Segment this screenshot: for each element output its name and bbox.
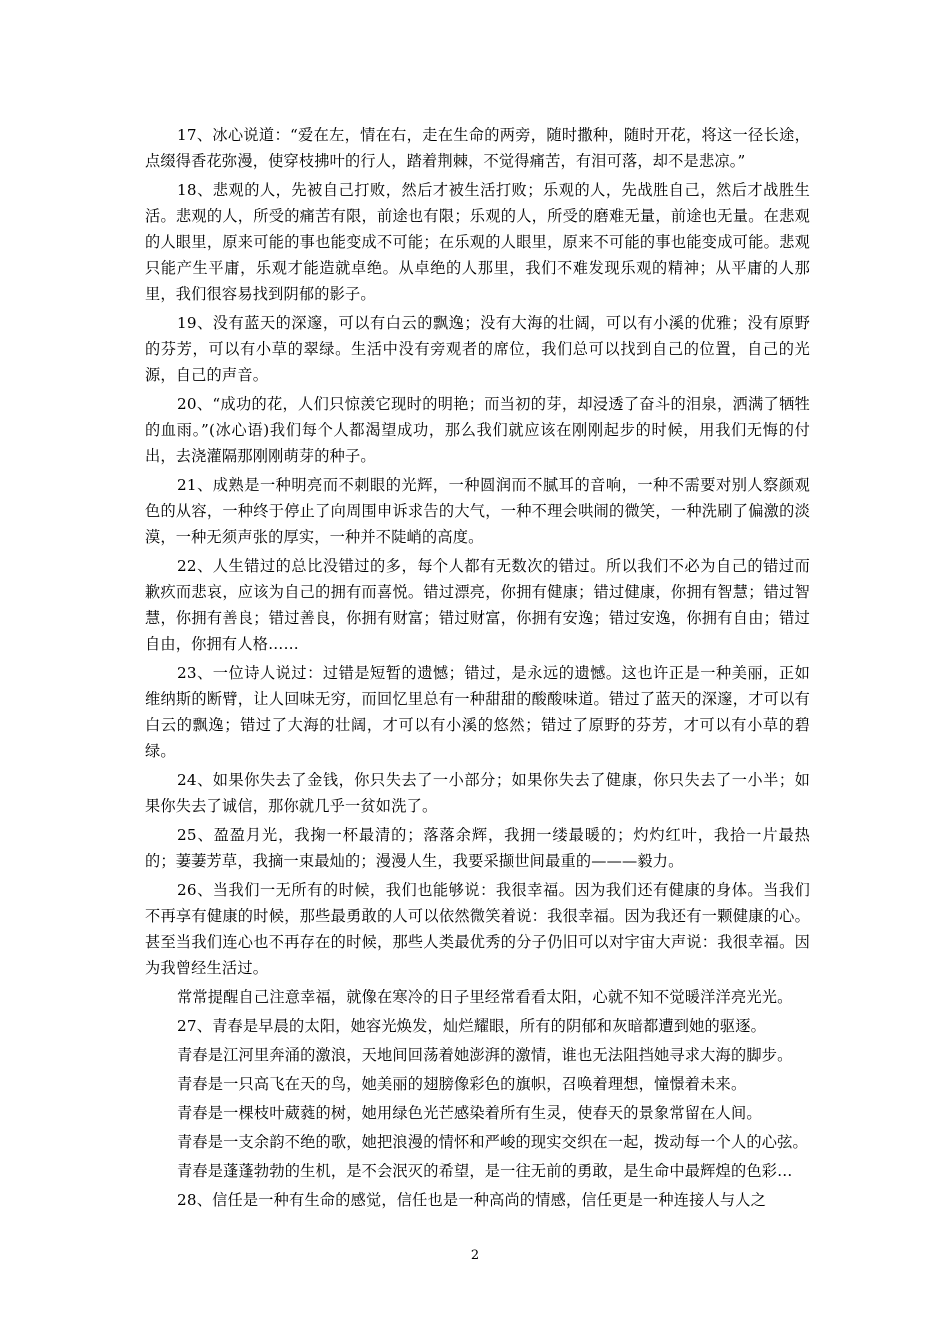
paragraph-youth-river: 青春是江河里奔涌的激浪，天地间回荡着她澎湃的激情，谁也无法阻挡她寻求大海的脚步。 [177, 1046, 793, 1064]
paragraph-24: 24、如果你失去了金钱，你只失去了一小部分；如果你失去了健康，你只失去了一小半；如果你失去了诚信，那你就几乎一贫如洗了。 [145, 771, 810, 815]
paragraph-27: 27、青春是早晨的太阳，她容光焕发，灿烂耀眼，所有的阴郁和灰暗都遭到她的驱逐。 [177, 1017, 767, 1035]
paragraph-17: 17、冰心说道：“爱在左，情在右，走在生命的两旁，随时撒种，随时开花，将这一径长途，点缀得香花弥漫，使穿枝拂叶的行人，踏着荆棘，不觉得痛苦，有泪可落，却不是悲凉。” [145, 126, 810, 170]
paragraph-23: 23、一位诗人说过：过错是短暂的遗憾；错过，是永远的遗憾。这也许正是一种美丽，正如维纳斯的断臂，让人回味无穷，而回忆里总有一种甜甜的酸酸味道。错过了蓝天的深邃，才可以有白云的飘逸；错过了大海的壮阔，才可以有小溪的悠然；错过了原野的芬芳，才可以有小草的碧绿。 [145, 664, 810, 760]
paragraph-youth-vitality: 青春是蓬蓬勃勃的生机，是不会泯灭的希望，是一往无前的勇敢，是生命中最辉煌的色彩… [177, 1162, 793, 1180]
paragraph-happiness: 常常提醒自己注意幸福，就像在寒冷的日子里经常看看太阳，心就不知不觉暖洋洋亮光光。 [177, 988, 793, 1006]
paragraph-19: 19、没有蓝天的深邃，可以有白云的飘逸；没有大海的壮阔，可以有小溪的优雅；没有原野的芬芳，可以有小草的翠绿。生活中没有旁观者的席位，我们总可以找到自己的位置，自己的光源，自己的声音。 [145, 314, 810, 384]
paragraph-28: 28、信任是一种有生命的感觉，信任也是一种高尚的情感，信任更是一种连接人与人之 [177, 1191, 767, 1209]
document-body [145, 122, 810, 1216]
paragraph-18: 18、悲观的人，先被自己打败，然后才被生活打败；乐观的人，先战胜自己，然后才战胜生活。悲观的人，所受的痛苦有限，前途也有限；乐观的人，所受的磨难无量，前途也无量。在悲观的人眼里，原来可能的事也能变成不可能；在乐观的人眼里，原来不可能的事也能变成可能。悲观只能产生平庸，乐观才能造就卓绝。从卓绝的人那里，我们不难发现乐观的精神；从平庸的人那里，我们很容易找到阴郁的影子。 [145, 181, 810, 303]
page-number: 2 [470, 1248, 480, 1263]
paragraph-21: 21、成熟是一种明亮而不刺眼的光辉，一种圆润而不腻耳的音响，一种不需要对别人察颜观色的从容，一种终于停止了向周围申诉求告的大气，一种不理会哄闹的微笑，一种洗刷了偏激的淡漠，一种无须声张的厚实，一种并不陡峭的高度。 [145, 476, 810, 546]
paragraph-20: 20、“成功的花，人们只惊羡它现时的明艳；而当初的芽，却浸透了奋斗的泪泉，洒满了牺牲的血雨。”(冰心语)我们每个人都渴望成功，那么我们就应该在刚刚起步的时候，用我们无悔的付出，去浇灌隔那刚刚萌芽的种子。 [145, 395, 810, 465]
paragraph-22: 22、人生错过的总比没错过的多，每个人都有无数次的错过。所以我们不必为自己的错过而歉疚而悲哀，应该为自己的拥有而喜悦。错过漂亮，你拥有健康；错过健康，你拥有智慧；错过智慧，你拥有善良；错过善良，你拥有财富；错过财富，你拥有安逸；错过安逸，你拥有自由；错过自由，你拥有人格…… [145, 557, 810, 653]
paragraph-25: 25、盈盈月光，我掬一杯最清的；落落余辉，我拥一缕最暖的；灼灼红叶，我拾一片最热的；萋萋芳草，我摘一束最灿的；漫漫人生，我要采撷世间最重的———毅力。 [145, 826, 810, 870]
paragraph-youth-bird: 青春是一只高飞在天的鸟，她美丽的翅膀像彩色的旗帜，召唤着理想，憧憬着未来。 [177, 1075, 747, 1093]
paragraph-youth-song: 青春是一支余韵不绝的歌，她把浪漫的情怀和严峻的现实交织在一起，拨动每一个人的心弦。 [177, 1133, 808, 1151]
paragraph-26: 26、当我们一无所有的时候，我们也能够说：我很幸福。因为我们还有健康的身体。当我们不再享有健康的时候，那些最勇敢的人可以依然微笑着说：我很幸福。因为我还有一颗健康的心。甚至当我们连心也不再存在的时候，那些人类最优秀的分子仍旧可以对宇宙大声说：我很幸福。因为我曾经生活过。 [145, 881, 810, 977]
paragraph-youth-tree: 青春是一棵枝叶葳蕤的树，她用绿色光芒感染着所有生灵，使春天的景象常留在人间。 [177, 1104, 762, 1122]
